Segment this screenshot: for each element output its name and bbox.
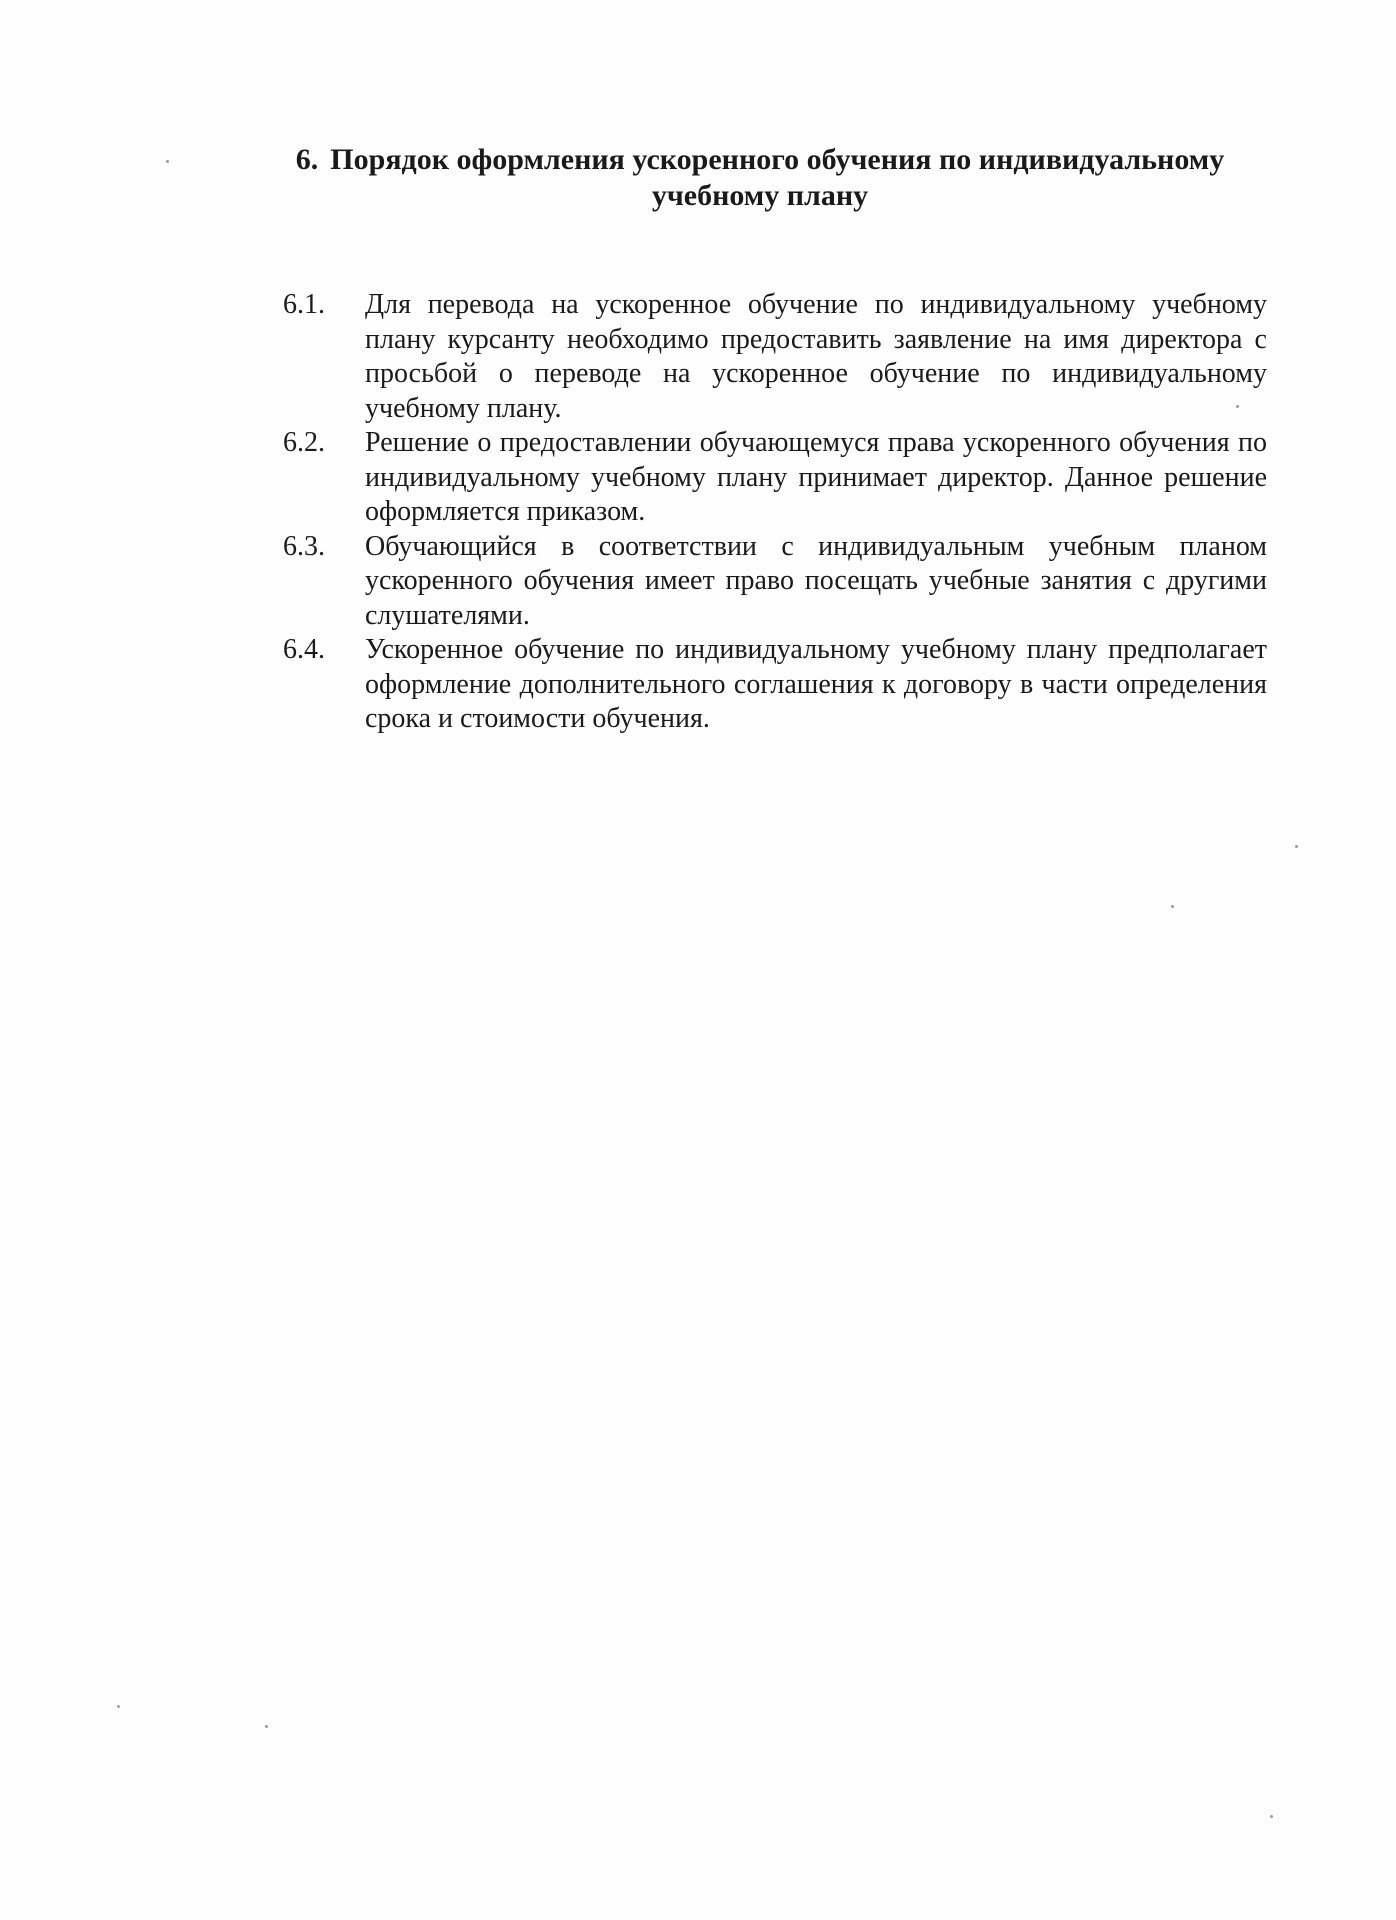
scan-speck (117, 1705, 120, 1708)
item-text: Обучающийся в соответствии с индивидуальным учебным планом ускоренного обучения имеет право посещать учебные занятия с другими слушателями. (365, 530, 1267, 631)
scan-speck (265, 1725, 268, 1728)
numbered-list (283, 288, 1267, 737)
item-text: Ускоренное обучение по индивидуальному учебному плану предполагает оформление дополнительного соглашения к договору в части определения срока и стоимости обучения. (365, 634, 1267, 734)
item-number: 6.3. (283, 530, 325, 562)
list-item (283, 633, 1267, 737)
section-number: 6. (295, 143, 319, 176)
section-title: Порядок оформления ускоренного обучения по индивидуальному учебному плану (330, 143, 1225, 212)
section-heading (240, 142, 1280, 214)
scan-speck (1171, 905, 1174, 908)
item-text: Для перевода на ускоренное обучение по индивидуальному учебному плану курсанту необходимо предоставить заявление на имя директора с просьбой о переводе на ускоренное обучение по индивидуальному учебному плану. (365, 289, 1267, 424)
scan-speck (1236, 405, 1239, 408)
item-text: Решение о предоставлении обучающемуся права ускоренного обучения по индивидуальному учебному плану принимает директор. Данное решение оформляется приказом. (365, 427, 1267, 527)
list-item (283, 530, 1267, 634)
list-item (283, 426, 1267, 530)
scan-speck (1295, 845, 1298, 848)
scan-speck (1270, 1815, 1273, 1818)
scan-speck (166, 160, 169, 163)
item-number: 6.2. (283, 427, 325, 458)
item-number: 6.4. (283, 634, 325, 665)
item-number: 6.1. (283, 289, 325, 320)
list-item (283, 288, 1267, 426)
